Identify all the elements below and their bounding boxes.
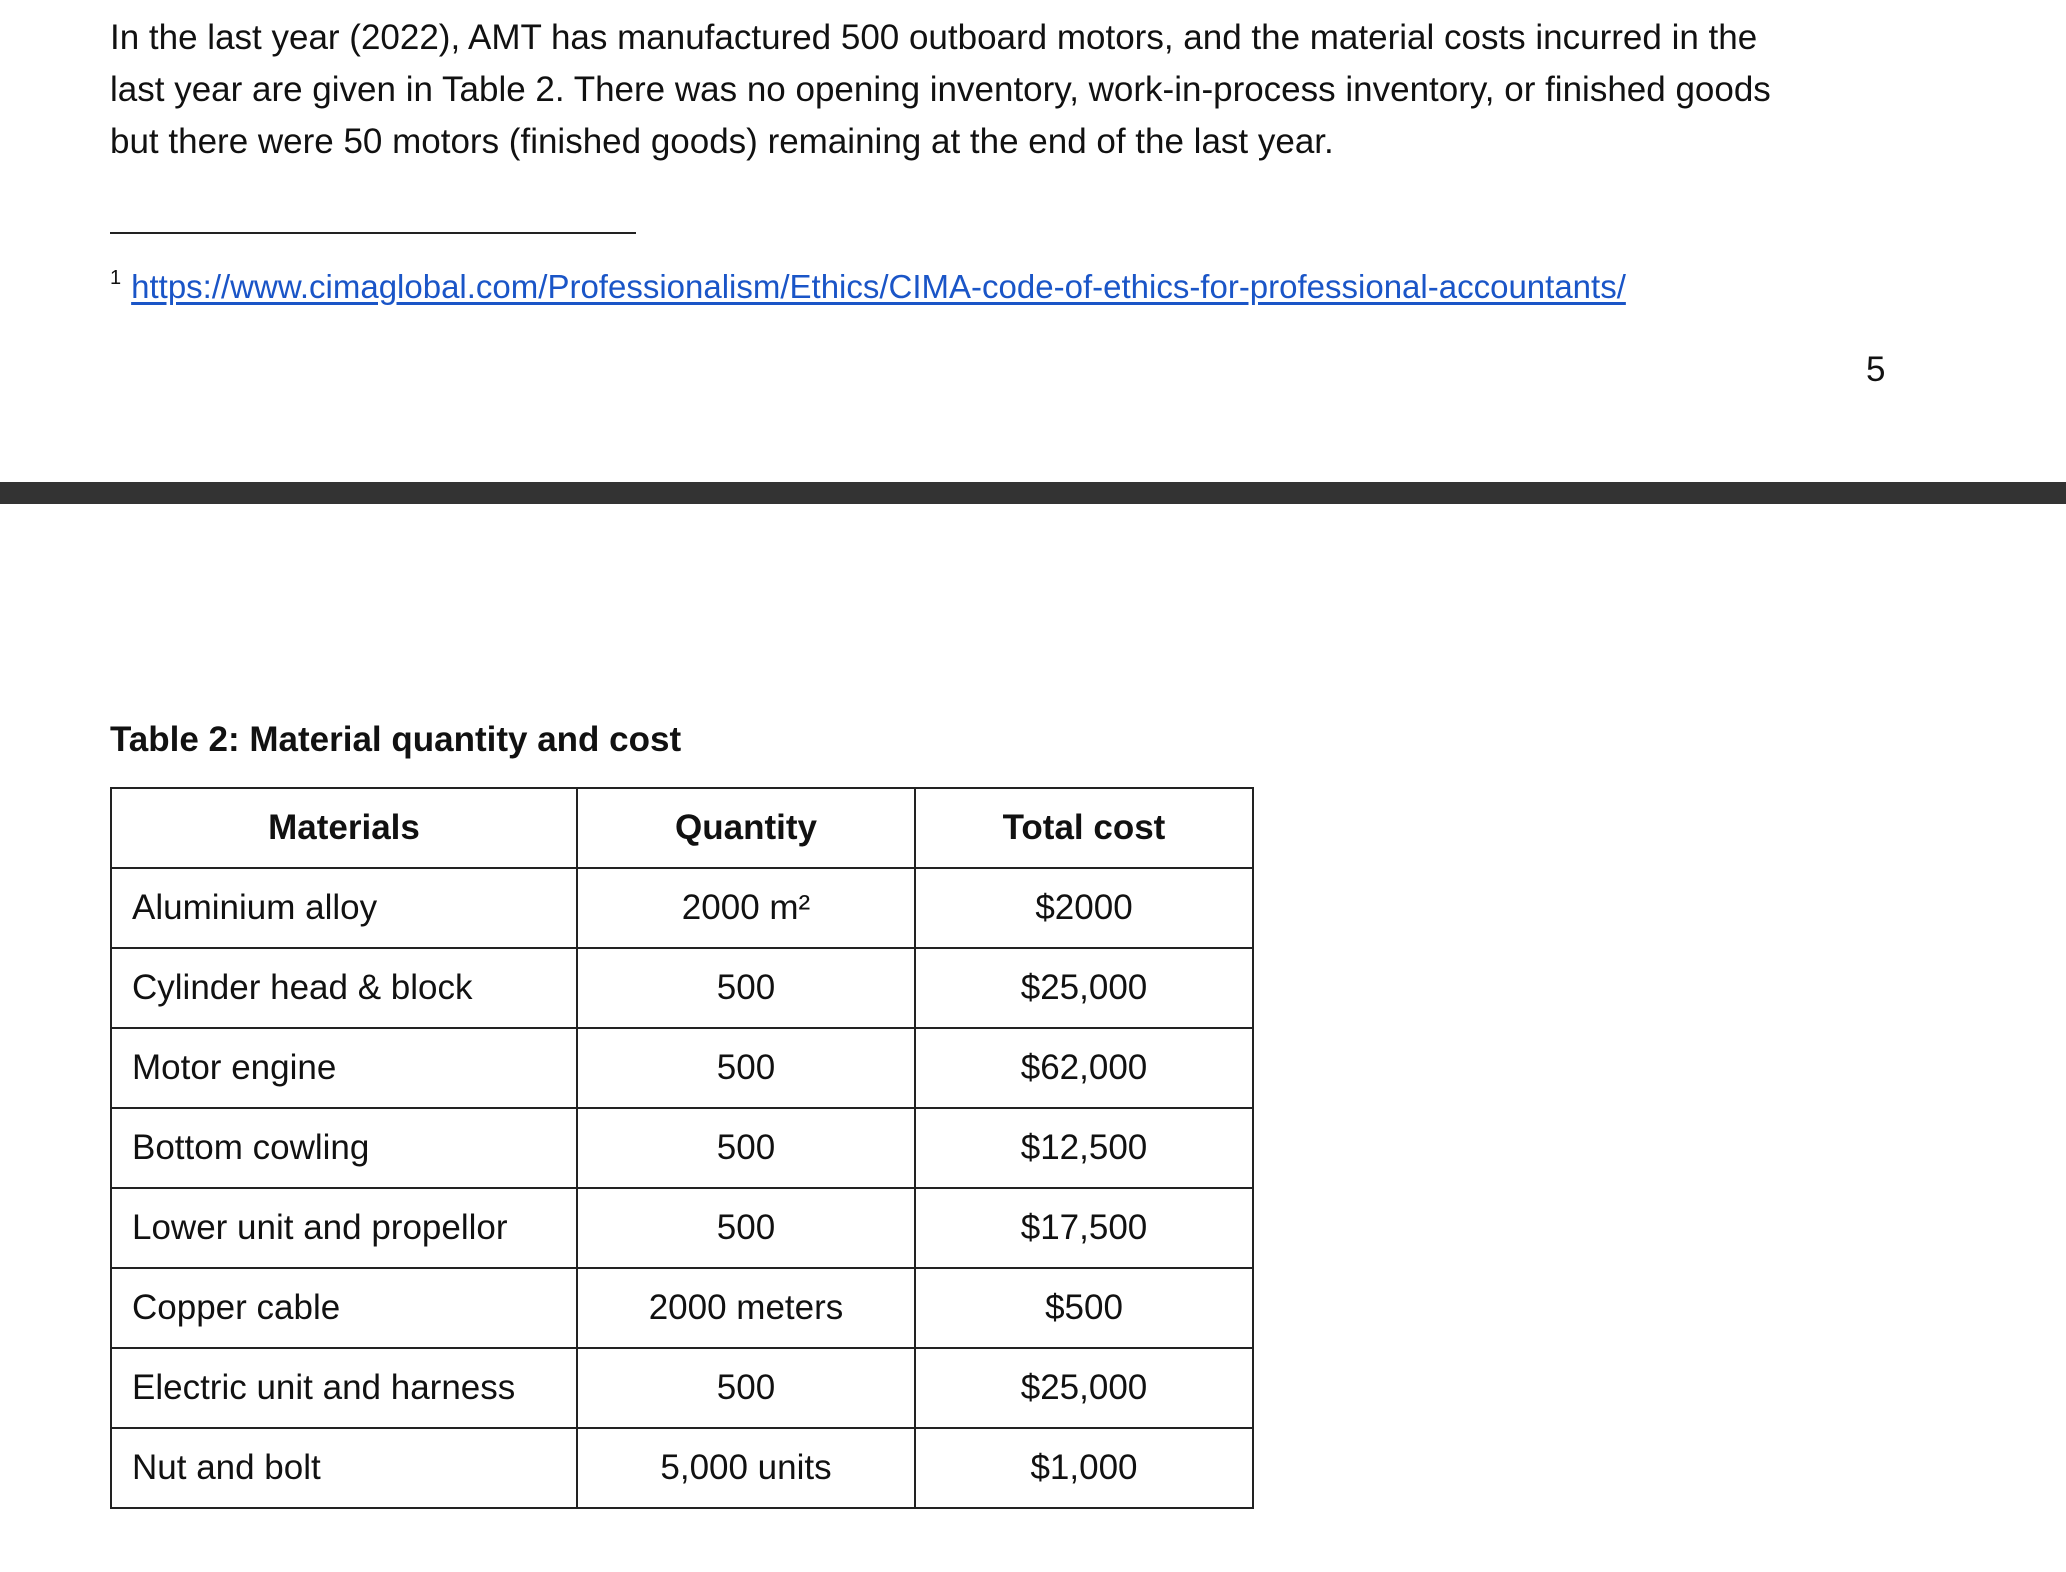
page-number: 5 [1866,350,1886,389]
table-row [111,948,1253,1028]
table-row [111,868,1253,948]
footnote-separator [110,232,636,234]
quantity-cell: 2000 meters [577,1268,915,1348]
quantity-cell: 2000 m² [577,868,915,948]
table-row [111,1028,1253,1108]
table-row [111,1348,1253,1428]
material-cell: Cylinder head & block [111,948,577,1028]
quantity-cell: 500 [577,948,915,1028]
quantity-cell: 500 [577,1348,915,1428]
material-cell: Motor engine [111,1028,577,1108]
quantity-cell: 500 [577,1028,915,1108]
material-cell: Bottom cowling [111,1108,577,1188]
body-paragraph [110,12,1910,168]
material-cell: Lower unit and propellor [111,1188,577,1268]
cost-cell: $25,000 [915,948,1253,1028]
page-break-divider [0,482,2066,504]
cost-cell: $62,000 [915,1028,1253,1108]
table-row [111,1108,1253,1188]
paragraph-line: but there were 50 motors (finished goods) remaining at the end of the last year. [110,122,1334,161]
cost-cell: $12,500 [915,1108,1253,1188]
table-header-row [111,788,1253,868]
header-quantity: Quantity [577,788,915,868]
cost-cell: $17,500 [915,1188,1253,1268]
material-cell: Copper cable [111,1268,577,1348]
material-cell: Aluminium alloy [111,868,577,948]
cost-cell: $2000 [915,868,1253,948]
materials-table [110,787,1254,1509]
footnote [110,256,1626,309]
table-row [111,1428,1253,1508]
table-row [111,1188,1253,1268]
quantity-cell: 5,000 units [577,1428,915,1508]
cost-cell: $25,000 [915,1348,1253,1428]
paragraph-line: In the last year (2022), AMT has manufactured 500 outboard motors, and the material costs incurred in the [110,18,1758,57]
footnote-marker: 1 [110,267,122,289]
cost-cell: $1,000 [915,1428,1253,1508]
table-row [111,1268,1253,1348]
header-materials: Materials [111,788,577,868]
table-caption: Table 2: Material quantity and cost [110,720,682,759]
footnote-link[interactable]: https://www.cimaglobal.com/Professionalism/Ethics/CIMA-code-of-ethics-for-professional-accountants/ [131,268,1626,305]
header-total-cost: Total cost [915,788,1253,868]
cost-cell: $500 [915,1268,1253,1348]
quantity-cell: 500 [577,1188,915,1268]
quantity-cell: 500 [577,1108,915,1188]
paragraph-line: last year are given in Table 2. There was no opening inventory, work-in-process inventory, or finished goods [110,70,1771,109]
material-cell: Nut and bolt [111,1428,577,1508]
material-cell: Electric unit and harness [111,1348,577,1428]
